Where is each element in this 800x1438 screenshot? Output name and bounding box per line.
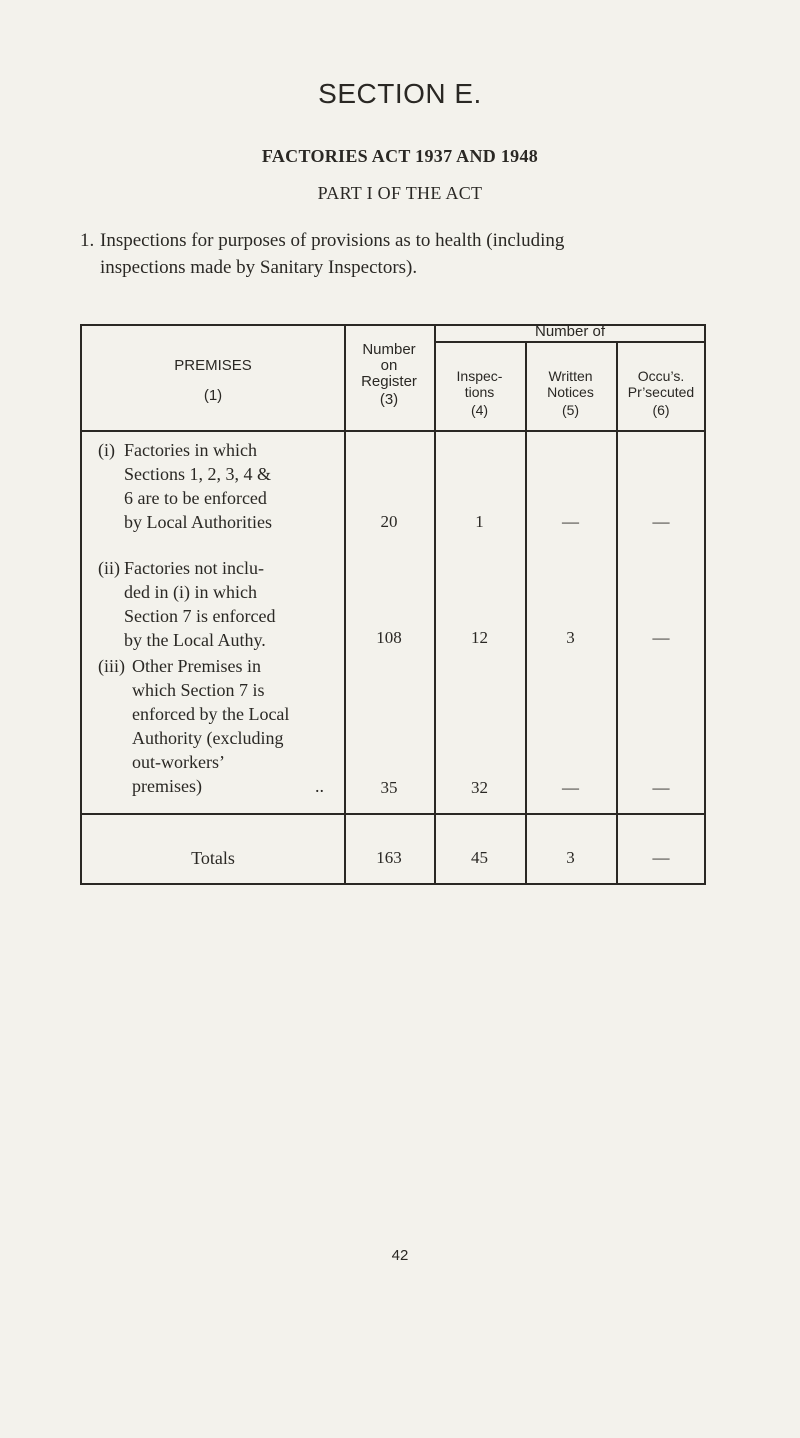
premise-description xyxy=(124,556,275,652)
part-title: PART I OF THE ACT xyxy=(317,183,483,203)
inspections-header-line: tions xyxy=(464,384,495,400)
col-divider xyxy=(344,326,346,885)
inspections-header xyxy=(434,368,525,418)
totals-label: Totals xyxy=(191,848,235,868)
premise-line: ded in (i) in which xyxy=(124,582,257,602)
totals-register: 163 xyxy=(376,848,402,867)
row-index: (ii) xyxy=(98,558,120,578)
premise-description xyxy=(132,654,289,798)
totals-rule xyxy=(82,813,706,815)
inspections-value: 1 xyxy=(475,512,484,531)
act-title: FACTORIES ACT 1937 AND 1948 xyxy=(261,146,539,166)
premises-header xyxy=(82,358,344,404)
register-header-line: Number xyxy=(362,341,416,358)
premise-line: Factories not inclu- xyxy=(124,558,264,578)
section-title: SECTION E. xyxy=(318,78,482,109)
prosecuted-header xyxy=(616,368,706,418)
prosecuted-value: — xyxy=(652,512,670,531)
prosecuted-header-line: Occu’s. xyxy=(637,368,685,384)
subheader-rule xyxy=(434,341,706,343)
prosecuted-col-number: (6) xyxy=(652,402,670,418)
totals-prosecuted: — xyxy=(652,848,670,867)
register-value: 35 xyxy=(380,778,398,797)
premise-line: by the Local Authy. xyxy=(124,630,266,650)
totals-notices: 3 xyxy=(566,848,575,867)
premise-line: out-workers’ xyxy=(132,752,225,772)
col-divider xyxy=(616,342,618,885)
col-divider xyxy=(525,342,527,885)
prosecuted-value: — xyxy=(652,778,670,797)
premise-line: Other Premises in xyxy=(132,656,261,676)
intro-line-1: Inspections for purposes of provisions as to health (including xyxy=(100,230,565,251)
row-index: (i) xyxy=(98,440,115,460)
header-rule xyxy=(82,430,706,432)
notices-col-number: (5) xyxy=(561,402,580,418)
premise-line: 6 are to be enforced xyxy=(124,488,267,508)
register-value: 108 xyxy=(376,628,402,647)
premise-line: Section 7 is enforced xyxy=(124,606,276,626)
prosecuted-header-line: Pr’secuted xyxy=(627,384,695,400)
leader-dots: .. xyxy=(315,776,324,796)
premise-line: Sections 1, 2, 3, 4 & xyxy=(124,464,271,484)
register-value: 20 xyxy=(380,512,398,531)
inspections-header-line: Inspec- xyxy=(456,368,503,384)
number-of-header: Number of xyxy=(534,323,606,340)
prosecuted-value: — xyxy=(652,628,670,647)
intro-number: 1. xyxy=(80,230,95,251)
inspections-value: 32 xyxy=(471,778,488,797)
intro-line-2: inspections made by Sanitary Inspectors). xyxy=(100,257,418,278)
premise-line: premises) xyxy=(132,776,202,796)
register-header-line: Register xyxy=(361,373,417,390)
notices-value: 3 xyxy=(566,628,575,647)
premise-line: Factories in which xyxy=(124,440,257,460)
inspections-col-number: (4) xyxy=(470,402,489,418)
premises-col-number: (1) xyxy=(203,387,223,404)
inspections-table xyxy=(80,324,706,885)
notices-header xyxy=(525,368,616,418)
totals-inspections: 45 xyxy=(471,848,488,867)
premise-description xyxy=(124,438,272,534)
register-header-line: on xyxy=(380,357,398,374)
inspections-value: 12 xyxy=(471,628,488,647)
intro-paragraph xyxy=(80,227,760,281)
premise-line: which Section 7 is xyxy=(132,680,265,700)
notices-value: — xyxy=(562,512,579,531)
notices-header-line: Written xyxy=(548,368,593,384)
register-col-number: (3) xyxy=(379,391,399,408)
register-header xyxy=(344,342,434,408)
row-index: (iii) xyxy=(98,656,125,676)
premise-line: enforced by the Local xyxy=(132,704,290,724)
notices-header-line: Notices xyxy=(547,384,594,400)
premise-line: by Local Authorities xyxy=(124,512,272,532)
premise-line: Authority (excluding xyxy=(132,728,284,748)
page-number: 42 xyxy=(391,1247,409,1264)
notices-value: — xyxy=(562,778,579,797)
premises-label: PREMISES xyxy=(174,357,252,374)
